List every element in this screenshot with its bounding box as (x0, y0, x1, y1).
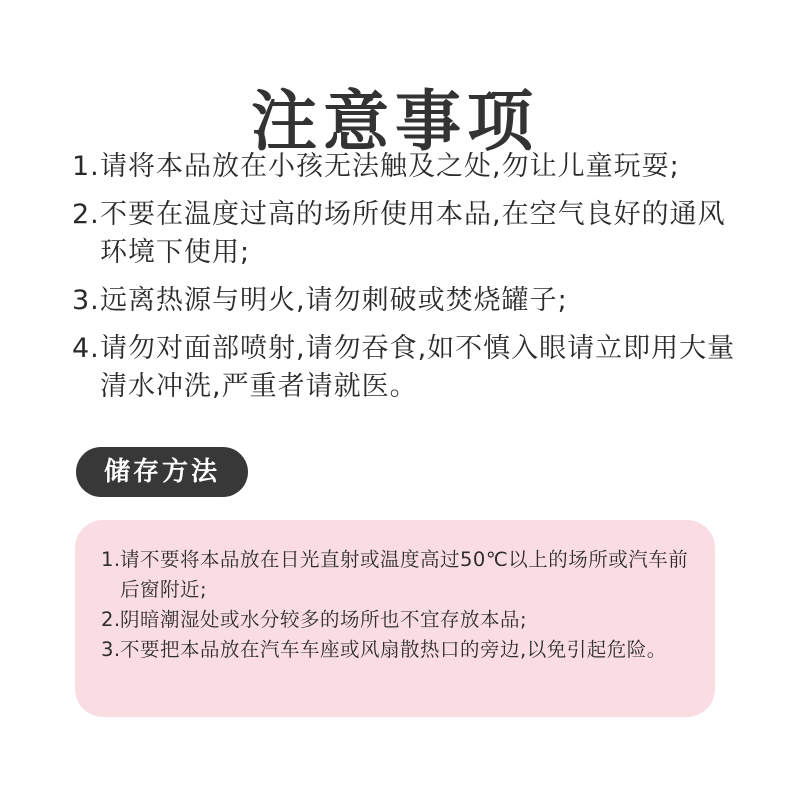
precaution-number: 3. (72, 285, 100, 316)
precaution-text: 请勿对面部喷射,请勿吞食,如不慎入眼请立即用大量清水冲洗,严重者请就医。 (100, 333, 736, 402)
storage-text: 不要把本品放在汽车车座或风扇散热口的旁边,以免引起危险。 (120, 638, 667, 661)
precaution-text: 不要在温度过高的场所使用本品,在空气良好的通风环境下使用; (100, 199, 726, 268)
precaution-item (72, 196, 752, 272)
storage-list (101, 545, 695, 665)
precaution-number: 4. (72, 333, 100, 364)
storage-number: 2. (101, 608, 121, 631)
precaution-text: 远离热源与明火,请勿刺破或焚烧罐子; (100, 285, 568, 316)
storage-item (101, 605, 695, 635)
storage-item (101, 545, 695, 605)
storage-heading-badge: 储存方法 (76, 447, 248, 497)
storage-text: 阴暗潮湿处或水分较多的场所也不宜存放本品; (120, 608, 528, 631)
precaution-item (72, 148, 752, 186)
precautions-list (72, 148, 752, 416)
storage-item (101, 635, 695, 665)
precaution-text: 请将本品放在小孩无法触及之处,勿让儿童玩耍; (100, 151, 680, 182)
storage-number: 1. (101, 548, 121, 571)
precaution-item (72, 330, 752, 406)
page-title: 注意事项 (251, 83, 539, 161)
precaution-item (72, 282, 752, 320)
storage-number: 3. (101, 638, 121, 661)
storage-text: 请不要将本品放在日光直射或温度高过50℃以上的场所或汽车前后窗附近; (120, 548, 689, 601)
precaution-number: 1. (72, 151, 100, 182)
precaution-number: 2. (72, 199, 100, 230)
storage-panel (75, 520, 715, 717)
